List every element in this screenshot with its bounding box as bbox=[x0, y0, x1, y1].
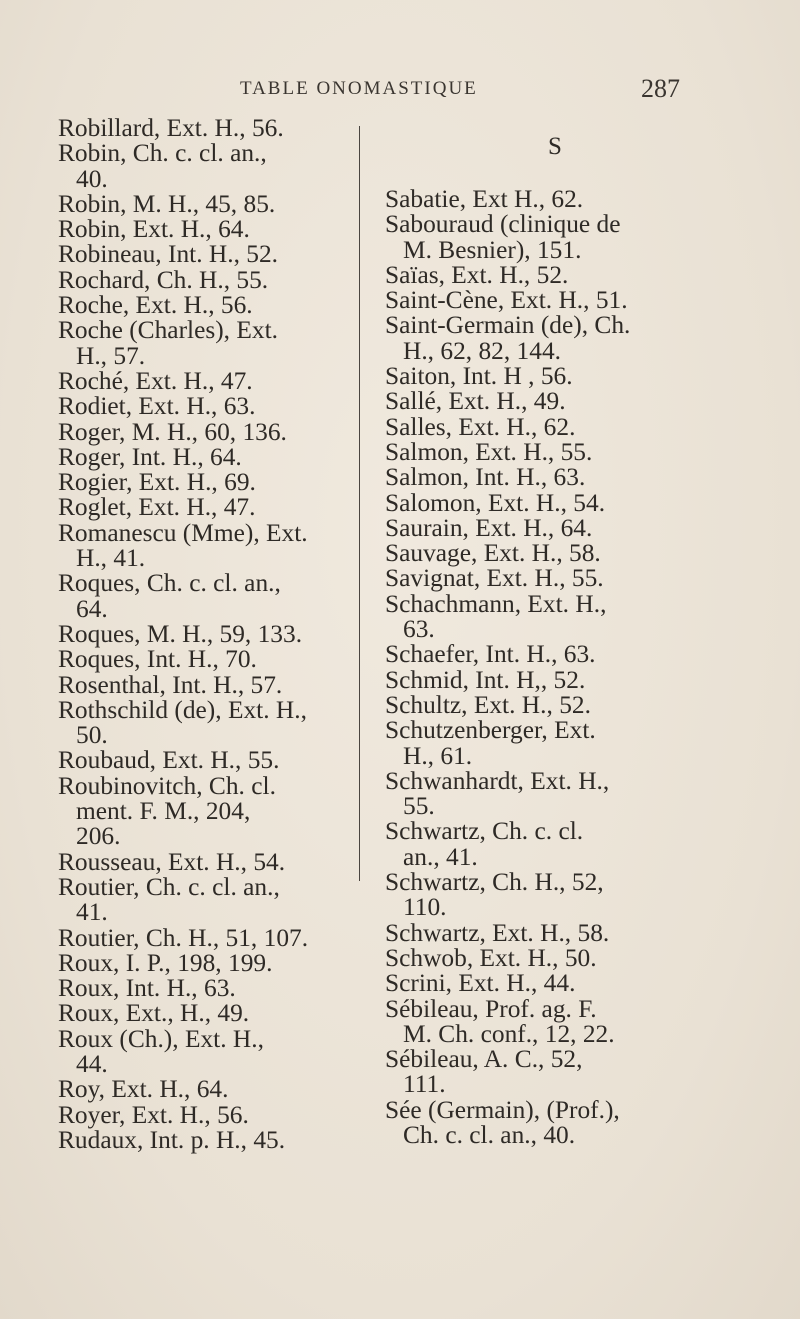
index-entry-line: Roche (Charles), Ext. bbox=[58, 316, 278, 345]
index-entry-line: Sabatie, Ext H., 62. bbox=[385, 185, 584, 213]
index-entry-line: H., 62, 82, 144. bbox=[403, 336, 561, 365]
index-entry-line: Sallé, Ext. H., 49. bbox=[385, 387, 566, 416]
index-entry-line: 55. bbox=[403, 792, 435, 821]
index-entry-line: Saïas, Ext. H., 52. bbox=[385, 260, 569, 289]
index-entry-line: Roux, Int. H., 63. bbox=[58, 974, 236, 1003]
index-entry-line: Schutzenberger, Ext. bbox=[385, 716, 596, 745]
index-entry-line: an., 41. bbox=[403, 842, 478, 871]
index-entry-line: Sée (Germain), (Prof.), bbox=[385, 1095, 620, 1124]
index-entry-line: Routier, Ch. c. cl. an., bbox=[58, 872, 280, 901]
index-entry-line: Schmid, Int. H,, 52. bbox=[385, 665, 586, 694]
index-entry-line: Robillard, Ext. H., 56. bbox=[58, 114, 284, 142]
index-entry-line: Rosenthal, Int. H., 57. bbox=[58, 670, 283, 699]
index-entry-line: H., 61. bbox=[403, 741, 473, 770]
index-entry-line: Salomon, Ext. H., 54. bbox=[385, 488, 606, 517]
index-entry-line: Roger, M. H., 60, 136. bbox=[58, 417, 287, 446]
index-entry-line: 206. bbox=[76, 822, 121, 851]
index-entry-line: Sabouraud (clinique de bbox=[385, 210, 621, 239]
index-entry-line: Sébileau, A. C., 52, bbox=[385, 1045, 583, 1074]
index-entry-line: Ch. c. cl. an., 40. bbox=[403, 1120, 576, 1149]
running-title: TABLE ONOMASTIQUE bbox=[240, 78, 478, 99]
index-entry-line: Roglet, Ext. H., 47. bbox=[58, 493, 256, 522]
index-entry-line: Salmon, Ext. H., 55. bbox=[385, 437, 593, 466]
index-entry-line: 44. bbox=[76, 1049, 108, 1078]
index-entry-line: Schachmann, Ext. H., bbox=[385, 589, 607, 618]
index-entry-line: Roubinovitch, Ch. cl. bbox=[58, 771, 276, 800]
index-entry-line: Roubaud, Ext. H., 55. bbox=[58, 746, 280, 775]
index-entry-line: Schaefer, Int. H., 63. bbox=[385, 640, 596, 669]
index-entry-line: Sébileau, Prof. ag. F. bbox=[385, 994, 597, 1023]
index-entry-line: ment. F. M., 204, bbox=[76, 797, 251, 826]
index-entry-line: Schwartz, Ch. H., 52, bbox=[385, 868, 604, 897]
index-entry-line: Roques, M. H., 59, 133. bbox=[58, 619, 303, 648]
index-entry-line: Roques, Ch. c. cl. an., bbox=[58, 569, 281, 598]
index-entry-line: 50. bbox=[76, 721, 108, 750]
index-entry-line: Rogier, Ext. H., 69. bbox=[58, 468, 256, 497]
index-column-right bbox=[385, 116, 725, 1148]
index-entry-line: 63. bbox=[403, 615, 435, 644]
page-number: 287 bbox=[641, 74, 680, 103]
index-entry-line: Roche, Ext. H., 56. bbox=[58, 291, 253, 320]
index-entry-line: H., 41. bbox=[76, 544, 146, 573]
index-entry-line: Roché, Ext. H., 47. bbox=[58, 366, 253, 395]
index-entry-line: Roux, Ext., H., 49. bbox=[58, 999, 250, 1028]
index-entry-line: Rodiet, Ext. H., 63. bbox=[58, 392, 256, 421]
index-entry-line: Schwanhardt, Ext. H., bbox=[385, 766, 610, 795]
index-entry-line: Savignat, Ext. H., 55. bbox=[385, 564, 604, 593]
index-entry-line: Rothschild (de), Ext. H., bbox=[58, 695, 307, 724]
index-entry-line: Saint-Cène, Ext. H., 51. bbox=[385, 286, 628, 315]
page-header bbox=[240, 76, 680, 110]
index-entry-line: Salmon, Int. H., 63. bbox=[385, 463, 586, 492]
index-entries-s bbox=[385, 187, 725, 1148]
index-entry-line: M. Ch. conf., 12, 22. bbox=[403, 1019, 615, 1048]
index-entry-line: Schultz, Ext. H., 52. bbox=[385, 690, 591, 719]
index-column-left bbox=[58, 116, 348, 1153]
index-entry-line: Salles, Ext. H., 62. bbox=[385, 412, 576, 441]
index-entry-line: Routier, Ch. H., 51, 107. bbox=[58, 923, 309, 952]
index-entry-line: Robin, Ch. c. cl. an., bbox=[58, 139, 267, 168]
index-entry-line: Roger, Int. H., 64. bbox=[58, 442, 242, 471]
index-entry-line: 64. bbox=[76, 594, 108, 623]
index-entry-line: Sauvage, Ext. H., 58. bbox=[385, 539, 601, 568]
index-entry-line: H., 57. bbox=[76, 341, 146, 370]
index-entry-line: Roux, I. P., 198, 199. bbox=[58, 948, 273, 977]
index-entry-line: Roy, Ext. H., 64. bbox=[58, 1075, 229, 1104]
index-entry-line: Rudaux, Int. p. H., 45. bbox=[58, 1125, 286, 1154]
index-entry-line: Rousseau, Ext. H., 54. bbox=[58, 847, 286, 876]
index-entry-line: Scrini, Ext. H., 44. bbox=[385, 969, 576, 998]
section-letter: S bbox=[548, 133, 562, 160]
index-entry-line: Robin, Ext. H., 64. bbox=[58, 215, 250, 244]
index-entry-line: Robin, M. H., 45, 85. bbox=[58, 189, 276, 218]
index-entry-line: Schwartz, Ext. H., 58. bbox=[385, 918, 610, 947]
index-entry-line: 40. bbox=[76, 164, 108, 193]
index-entry-line: M. Besnier), 151. bbox=[403, 235, 582, 264]
index-entry-line: Saint-Germain (de), Ch. bbox=[385, 311, 631, 340]
index-entry-line: 111. bbox=[403, 1070, 446, 1099]
index-entry-line: Roques, Int. H., 70. bbox=[58, 645, 257, 674]
index-entry-line: 110. bbox=[403, 893, 447, 922]
index-entry-line: Saiton, Int. H , 56. bbox=[385, 362, 573, 391]
column-divider bbox=[359, 126, 360, 881]
index-entry-line: Romanescu (Mme), Ext. bbox=[58, 518, 308, 547]
index-entry-line: Schwob, Ext. H., 50. bbox=[385, 943, 597, 972]
index-entry-line: 41. bbox=[76, 898, 108, 927]
index-entry-line: Rochard, Ch. H., 55. bbox=[58, 265, 269, 294]
index-entry-line: Robineau, Int. H., 52. bbox=[58, 240, 279, 269]
index-entry-line: Royer, Ext. H., 56. bbox=[58, 1100, 249, 1129]
index-entry-line: Schwartz, Ch. c. cl. bbox=[385, 817, 584, 846]
index-entry-line: Saurain, Ext. H., 64. bbox=[385, 513, 593, 542]
index-entry-line: Roux (Ch.), Ext. H., bbox=[58, 1024, 264, 1053]
